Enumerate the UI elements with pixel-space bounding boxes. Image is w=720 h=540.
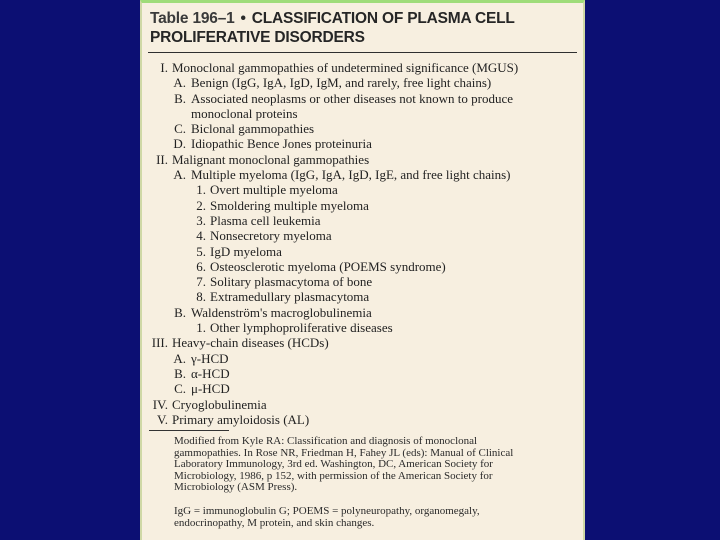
outline-item (142, 121, 583, 136)
outline-marker: 5. (196, 243, 206, 259)
outline-text: Plasma cell leukemia (210, 212, 321, 228)
footnote-line: gammopathies. In Rose NR, Friedman H, Fahey JL (eds): Manual of Clinical (174, 446, 514, 459)
outline-text: IgD myeloma (210, 243, 282, 259)
outline-item (142, 274, 583, 289)
outline-text: α-HCD (191, 365, 230, 381)
outline-marker: A. (173, 75, 186, 91)
outline-marker: III. (151, 335, 168, 351)
outline-text: monoclonal proteins (191, 105, 298, 121)
outline-marker: IV. (152, 396, 168, 412)
outline-marker: B. (174, 365, 186, 381)
outline-item (142, 351, 583, 366)
title-text-1: CLASSIFICATION OF PLASMA CELL (251, 10, 515, 27)
outline-marker: D. (173, 136, 186, 152)
outline-item (142, 182, 583, 197)
outline-item (142, 228, 583, 243)
outline-text: Waldenström's macroglobulinemia (191, 304, 372, 320)
outline-item (142, 381, 583, 396)
classification-outline (142, 60, 583, 427)
outline-text: Overt multiple myeloma (210, 182, 338, 198)
outline-item (142, 136, 583, 151)
outline-text: Nonsecretory myeloma (210, 228, 332, 244)
outline-item (142, 320, 583, 335)
outline-item (142, 75, 583, 90)
outline-marker: 3. (196, 212, 206, 228)
outline-marker: A. (173, 350, 186, 366)
footnote-source (174, 436, 576, 494)
outline-text: Heavy-chain diseases (HCDs) (172, 335, 329, 351)
outline-text: Smoldering multiple myeloma (210, 197, 369, 213)
outline-text: Biclonal gammopathies (191, 121, 315, 137)
outline-item (142, 305, 583, 320)
table-number: Table 196–1 (150, 10, 235, 27)
title-bullet: • (240, 10, 246, 27)
outline-marker: I. (160, 60, 168, 75)
outline-item (142, 152, 583, 167)
outline-item (142, 366, 583, 381)
title-line-2: PROLIFERATIVE DISORDERS (150, 29, 365, 46)
outline-item (142, 259, 583, 274)
outline-marker: II. (156, 151, 168, 167)
outline-text: γ-HCD (191, 350, 229, 366)
outline-item (142, 91, 583, 106)
outline-text: Primary amyloidosis (AL) (172, 411, 310, 427)
outline-text: Benign (IgG, IgA, IgD, IgM, and rarely, free light chains) (191, 75, 492, 91)
outline-marker: 6. (196, 258, 206, 274)
outline-text: Solitary plasmacytoma of bone (210, 274, 373, 290)
outline-text: Multiple myeloma (IgG, IgA, IgD, IgE, and free light chains) (191, 167, 511, 183)
table-page (140, 0, 585, 540)
outline-text: Other lymphoproliferative diseases (210, 320, 393, 336)
outline-marker: B. (174, 304, 186, 320)
outline-marker: 1. (196, 182, 206, 198)
outline-item (142, 412, 583, 427)
footnote-line: Laboratory Immunology, 3rd ed. Washington, DC, American Society for (174, 458, 493, 471)
outline-text: Malignant monoclonal gammopathies (172, 151, 370, 167)
outline-marker: 4. (196, 228, 206, 244)
footnote-line: Microbiology, 1986, p 152, with permission of the American Society for (174, 469, 493, 482)
outline-text: Cryoglobulinemia (172, 396, 267, 412)
outline-item (142, 106, 583, 121)
outline-text: Monoclonal gammopathies of undetermined significance (MGUS) (172, 60, 519, 75)
outline-item (142, 244, 583, 259)
footnote-divider (149, 430, 229, 431)
outline-text: μ-HCD (191, 381, 230, 397)
outline-item (142, 198, 583, 213)
footnote-abbreviations (174, 506, 576, 529)
outline-item (142, 289, 583, 304)
title-divider (148, 52, 577, 53)
outline-marker: B. (174, 90, 186, 106)
outline-item (142, 167, 583, 182)
outline-item (142, 335, 583, 350)
footnote-line: IgG = immunoglobulin G; POEMS = polyneuropathy, organomegaly, (174, 505, 480, 517)
footnote-line: endocrinopathy, M protein, and skin changes. (174, 516, 375, 529)
title-line-1 (150, 9, 515, 28)
table-title (150, 9, 515, 47)
outline-marker: C. (174, 121, 186, 137)
outline-text: Extramedullary plasmacytoma (210, 289, 370, 305)
outline-text: Associated neoplasms or other diseases not known to produce (191, 90, 514, 106)
outline-marker: 1. (196, 320, 206, 336)
outline-marker: 8. (196, 289, 206, 305)
outline-item (142, 60, 583, 75)
outline-marker: 2. (196, 197, 206, 213)
outline-marker: A. (173, 167, 186, 183)
footnote-line: Microbiology (ASM Press). (174, 481, 298, 494)
footnote-line: Modified from Kyle RA: Classification and diagnosis of monoclonal (174, 435, 478, 447)
outline-item (142, 397, 583, 412)
outline-marker: 7. (196, 274, 206, 290)
outline-text: Osteosclerotic myeloma (POEMS syndrome) (210, 258, 446, 274)
outline-marker: V. (157, 411, 168, 427)
outline-item (142, 213, 583, 228)
outline-text: Idiopathic Bence Jones proteinuria (191, 136, 372, 152)
outline-marker: C. (174, 381, 186, 397)
